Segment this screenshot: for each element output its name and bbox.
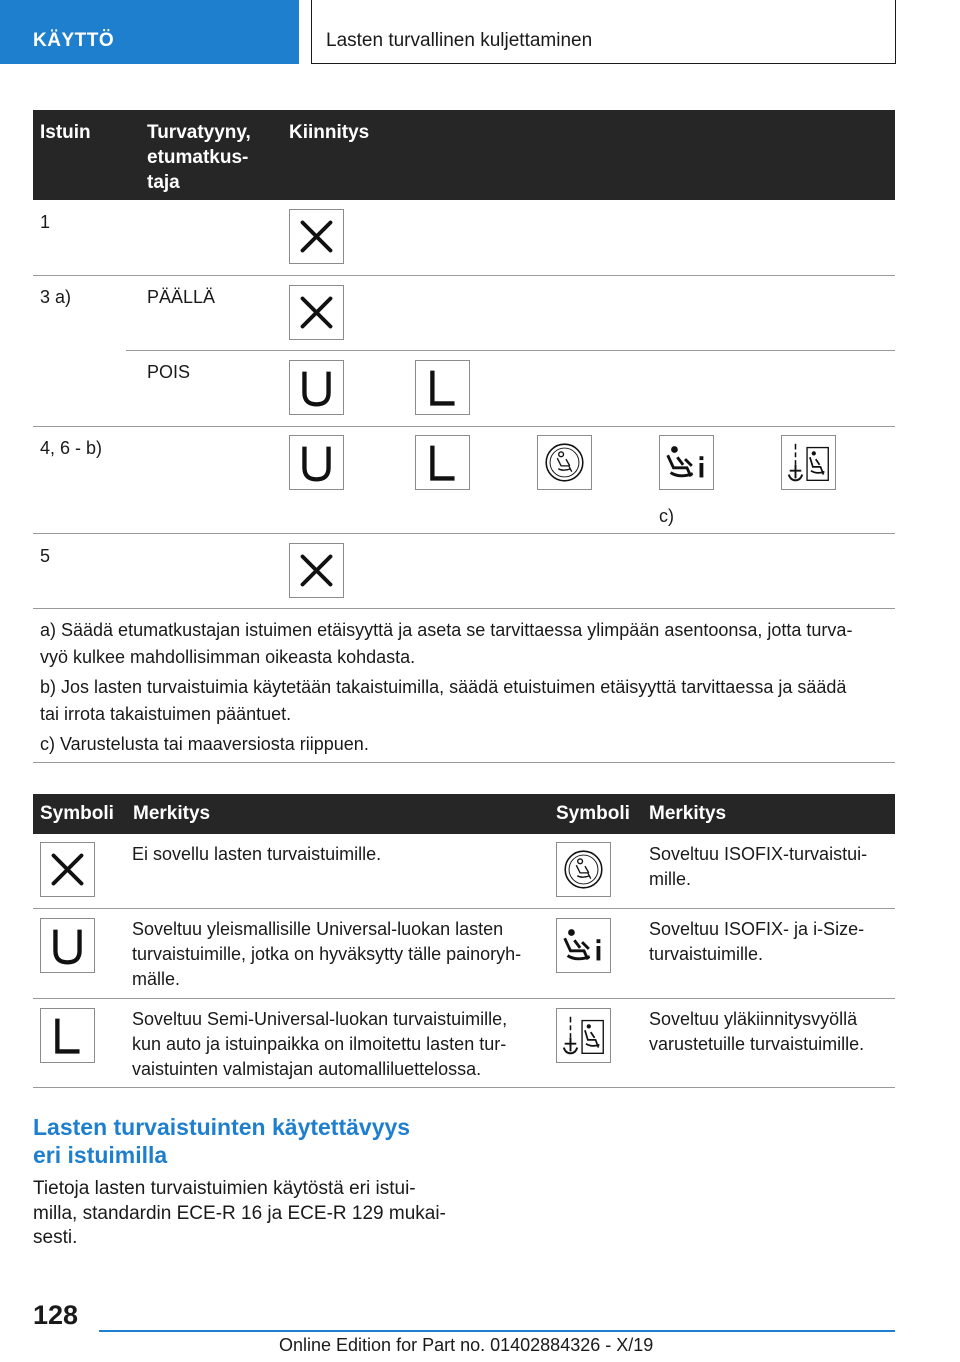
cross-icon xyxy=(289,209,344,264)
top-tether-icon xyxy=(781,435,836,490)
seat-cell: 1 xyxy=(40,212,51,232)
footer-divider xyxy=(99,1330,895,1332)
meaning-cell: Ei sovellu lasten turvaistuimille. xyxy=(132,844,382,864)
meaning-cell: Soveltuu ISOFIX- ja i-Size- turvaistuimille. xyxy=(649,919,865,964)
cross-icon xyxy=(289,285,344,340)
meaning-cell: Soveltuu Semi-Universal-luokan turvaistuimille, kun auto ja istuinpaikka on ilmoitettu lasten tur- vaistuinten valmistajan automalliluettelossa. xyxy=(132,1009,508,1079)
semi-universal-l-icon xyxy=(415,360,470,415)
header-title-box xyxy=(311,0,896,64)
header-meaning-right: Merkitys xyxy=(649,803,727,824)
isofix-icon xyxy=(537,435,592,490)
footnote-b: b) Jos lasten turvaistuimia käytetään takaistuimilla, säädä etuistuimen etäisyyttä tarvittaessa ja säädä tai irrota takaistuimen pääntuet. xyxy=(40,677,847,724)
isofix-icon xyxy=(556,842,611,897)
footer-edition: Online Edition for Part no. 01402884326 - X/19 xyxy=(279,1335,654,1355)
header-seat: Istuin xyxy=(40,122,91,143)
header-mounting: Kiinnitys xyxy=(289,122,370,143)
header-section-label: KÄYTTÖ xyxy=(33,30,115,51)
meaning-cell: Soveltuu yläkiinnitysvyöllä varustetuille turvaistuimille. xyxy=(649,1009,865,1054)
row-divider xyxy=(33,426,895,427)
airbag-cell: POIS xyxy=(147,362,191,382)
header-meaning-left: Merkitys xyxy=(133,803,211,824)
header-title: Lasten turvallinen kuljettaminen xyxy=(326,30,593,51)
universal-u-icon xyxy=(289,435,344,490)
cross-icon xyxy=(289,543,344,598)
page-number: 128 xyxy=(33,1300,79,1330)
row-divider xyxy=(33,608,895,609)
section-heading: Lasten turvaistuinten käytettävyys eri istuimilla xyxy=(33,1114,411,1168)
isize-icon xyxy=(556,918,611,973)
meaning-cell: Soveltuu yleismallisille Universal-luokan lasten turvaistuimille, jotka on hyväksytty tälle painoryh- mälle. xyxy=(132,919,522,989)
airbag-cell: PÄÄLLÄ xyxy=(147,287,216,307)
meaning-cell: Soveltuu ISOFIX-turvaistui- mille. xyxy=(649,844,868,889)
semi-universal-l-icon xyxy=(415,435,470,490)
header-symbol-left: Symboli xyxy=(40,803,114,824)
row-divider xyxy=(33,275,895,276)
row-divider xyxy=(33,533,895,534)
table-bottom-divider xyxy=(33,762,895,763)
isize-icon xyxy=(659,435,714,490)
semi-universal-l-icon xyxy=(40,1008,95,1063)
seat-cell: 5 xyxy=(40,546,51,566)
universal-u-icon xyxy=(40,918,95,973)
footnote-c: c) Varustelusta tai maaversiosta riippuen. xyxy=(40,734,369,754)
seat-table-header xyxy=(33,110,895,200)
icon-footnote: c) xyxy=(659,506,674,526)
header-symbol-right: Symboli xyxy=(556,803,630,824)
header-airbag: Turvatyyny, etumatkus- taja xyxy=(147,122,251,193)
seat-cell: 4, 6 - b) xyxy=(40,438,103,458)
row-divider xyxy=(33,908,895,909)
section-paragraph: Tietoja lasten turvaistuimien käytöstä eri istui- milla, standardin ECE-R 16 ja ECE-R 129 mukai- sesti. xyxy=(33,1178,446,1248)
universal-u-icon xyxy=(289,360,344,415)
cross-icon xyxy=(40,842,95,897)
row-divider xyxy=(126,350,895,351)
table-bottom-divider xyxy=(33,1087,895,1088)
seat-cell: 3 a) xyxy=(40,287,72,307)
footnote-a: a) Säädä etumatkustajan istuimen etäisyyttä ja aseta se tarvittaessa ylimpään asentoonsa, jotta turva- vyö kulkee mahdollisimman oikeasta kohdasta. xyxy=(40,620,853,667)
row-divider xyxy=(33,998,895,999)
top-tether-icon xyxy=(556,1008,611,1063)
symbol-table-header xyxy=(33,794,895,834)
header-section-tab xyxy=(0,0,299,64)
